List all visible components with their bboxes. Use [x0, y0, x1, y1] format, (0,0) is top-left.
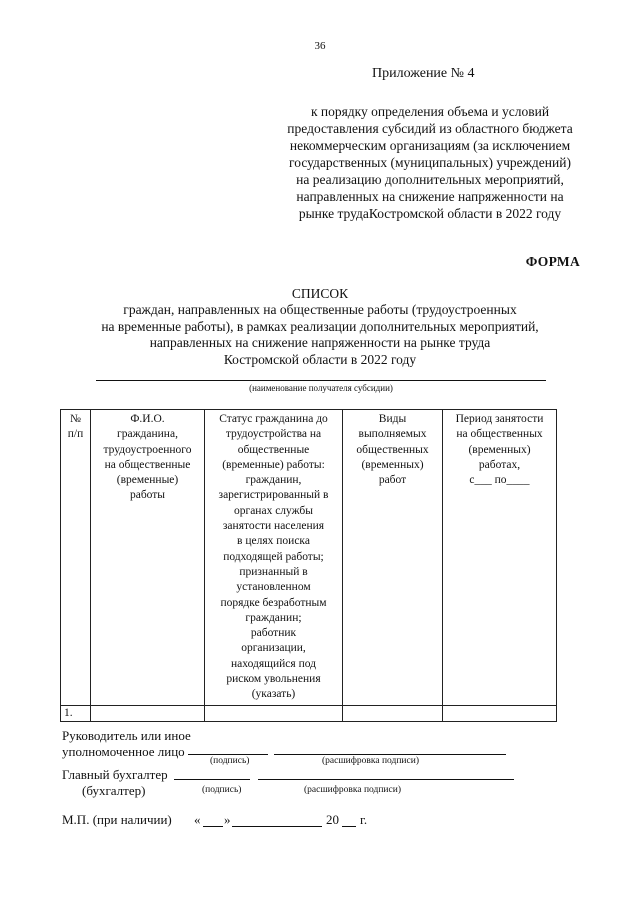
head-label-line1: Руководитель или иное: [62, 728, 191, 743]
list-subtitle-line: направленных на снижение напряженности на рынке труда: [149, 335, 491, 350]
recipient-caption: (наименование получателя субсидии): [249, 383, 393, 393]
list-subtitle-line: граждан, направленных на общественные работы (трудоустроенных: [123, 302, 517, 317]
date-close-quote: »: [224, 812, 231, 827]
appendix-line: на реализацию дополнительных мероприятий,: [296, 172, 564, 187]
table-cell[interactable]: [205, 705, 343, 721]
list-title: СПИСОК: [291, 286, 349, 301]
list-subtitle: [80, 302, 560, 368]
list-subtitle-line: на временные работы), в рамках реализации дополнительных мероприятий,: [101, 318, 539, 334]
head-signature-caption: (подпись): [210, 756, 250, 766]
head-signature-line[interactable]: [188, 754, 268, 755]
accountant-signature-caption: (подпись): [202, 785, 242, 795]
accountant-signature-line[interactable]: [174, 779, 250, 780]
appendix-line: к порядку определения объема и условий: [310, 104, 550, 119]
accountant-decode-caption: (расшифровка подписи): [304, 785, 401, 795]
appendix-line: предоставления субсидий из областного бюджета: [287, 121, 573, 136]
date-open-quote: «: [194, 812, 201, 827]
appendix-line: направленных на снижение напряженности на: [296, 189, 564, 204]
head-decode-line[interactable]: [274, 754, 506, 755]
forma-label: ФОРМА: [525, 254, 580, 269]
appendix-title: Приложение № 4: [372, 66, 475, 81]
date-year-line[interactable]: [342, 826, 356, 827]
head-decode-caption: (расшифровка подписи): [322, 756, 419, 766]
date-day-line[interactable]: [203, 826, 223, 827]
appendix-text: [260, 103, 600, 222]
recipient-name-line[interactable]: [96, 380, 546, 381]
seal-label: М.П. (при наличии): [62, 812, 172, 827]
accountant-label-line1: Главный бухгалтер: [62, 767, 168, 782]
accountant-label-line2: (бухгалтер): [82, 783, 146, 798]
table-cell[interactable]: [91, 705, 205, 721]
table-header-row: [61, 410, 557, 706]
page-number: 36: [314, 40, 326, 52]
date-year-prefix: 20: [326, 812, 339, 827]
table-cell[interactable]: [443, 705, 557, 721]
table-cell: 1.: [61, 705, 91, 721]
table-row: [61, 705, 557, 721]
head-label-line2: уполномоченное лицо: [62, 744, 185, 759]
header-employment-period: Период занятости на общественных (временных) работах, с___ по____: [443, 410, 557, 706]
appendix-line: рынке трудаКостромской области в 2022 году: [298, 206, 562, 221]
appendix-line: некоммерческим организациям (за исключением: [289, 138, 571, 153]
list-subtitle-line: Костромской области в 2022 году: [223, 351, 417, 367]
citizens-table: [60, 409, 557, 722]
header-work-types: Виды выполняемых общественных (временных) работ: [343, 410, 443, 706]
header-full-name: Ф.И.О. гражданина, трудоустроенного на общественные (временные) работы: [91, 410, 205, 706]
accountant-decode-line[interactable]: [258, 779, 514, 780]
date-year-suffix: г.: [360, 812, 368, 827]
date-month-line[interactable]: [232, 826, 322, 827]
header-status: Статус гражданина до трудоустройства на общественные (временные) работы: гражданин, зарегистрированный в органах службы занятости населения в целях поиска подходящей работы; признанный в установленном порядке безработным гражданин; работник организации, находящийся под риском увольнения (указать): [205, 410, 343, 706]
header-number: № п/п: [61, 410, 91, 706]
table-cell[interactable]: [343, 705, 443, 721]
appendix-line: государственных (муниципальных) учреждений): [289, 155, 571, 170]
